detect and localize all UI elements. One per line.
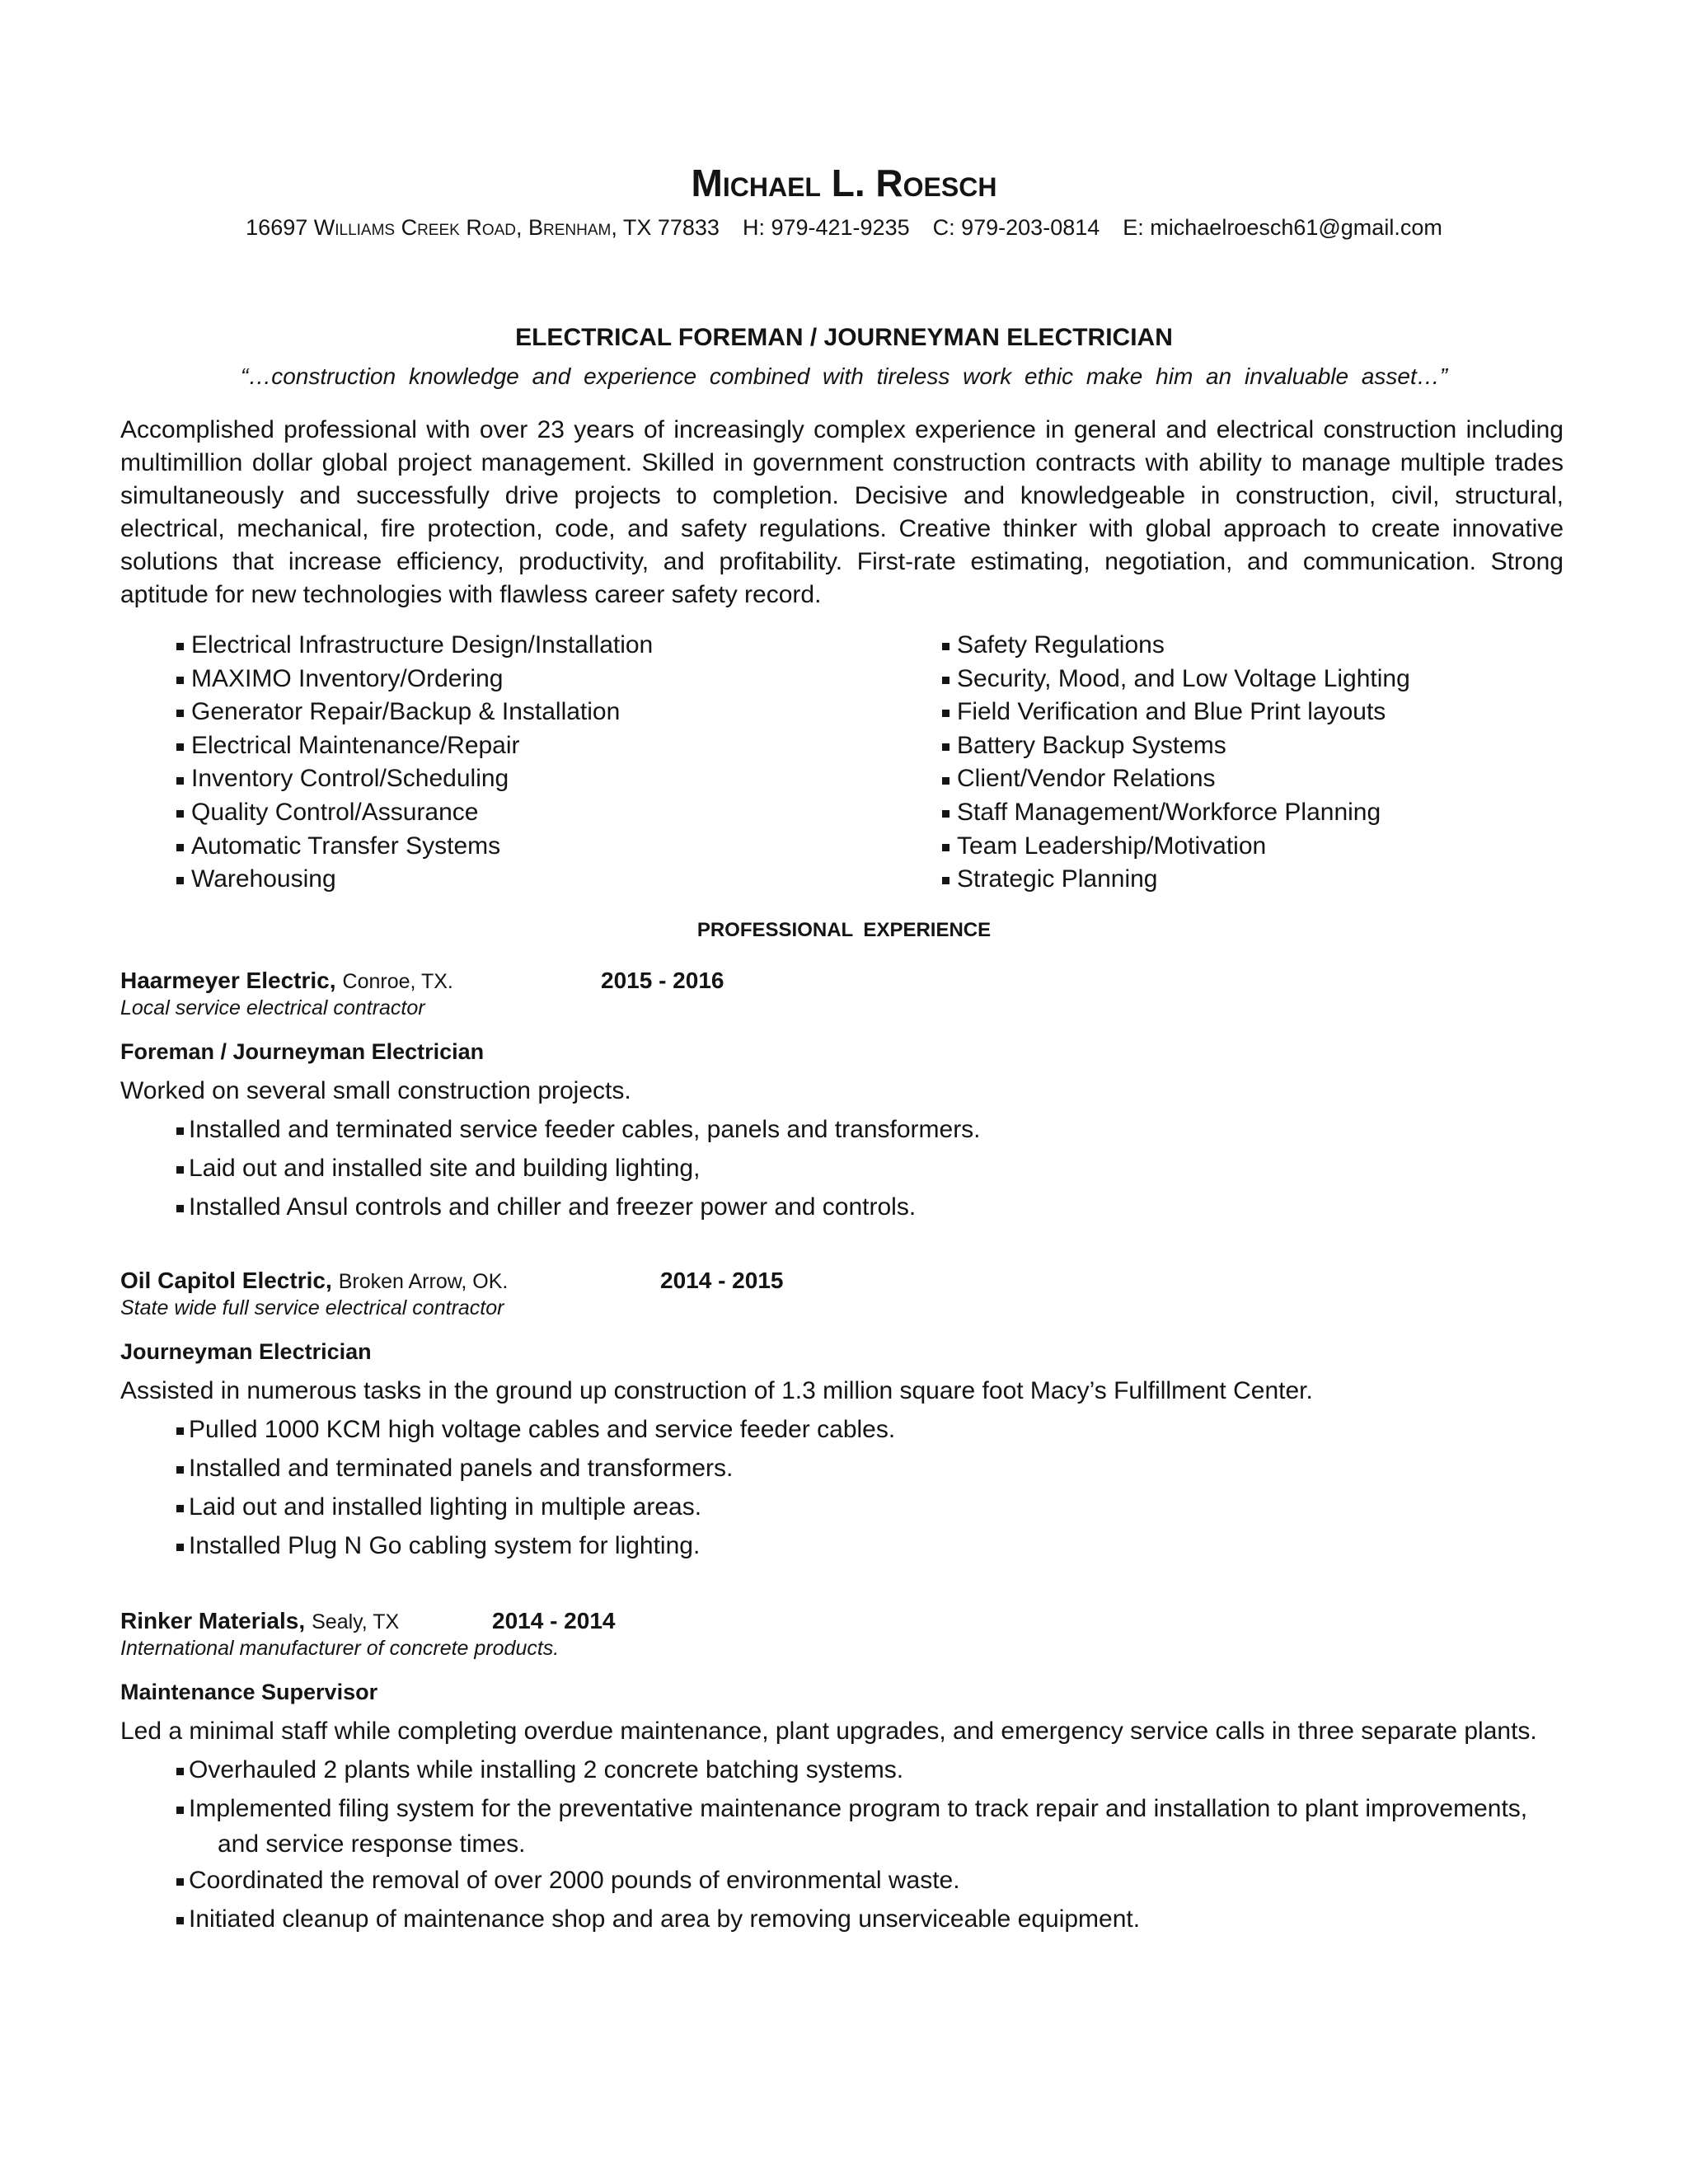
job-location: Conroe, TX.	[342, 970, 453, 993]
job-role: Journeyman Electrician	[120, 1339, 372, 1364]
job-summary: Led a minimal staff while completing overdue maintenance, plant upgrades, and emergency service calls in three separate plants.	[120, 1718, 1537, 1745]
job-bullet: Installed Ansul controls and chiller and freezer power and controls.	[120, 1188, 1564, 1226]
skill-item: Team Leadership/Motivation	[886, 830, 1410, 864]
company-description: Local service electrical contractor	[120, 996, 425, 1019]
company-description: State wide full service electrical contractor	[120, 1296, 504, 1319]
job-bullet: Implemented filing system for the preventative maintenance program to track repair and installation to plant improvements,	[120, 1789, 1564, 1828]
skills-list-left	[120, 629, 653, 897]
job-bullet: Installed and terminated service feeder cables, panels and transformers.	[120, 1110, 1564, 1149]
job-entry	[120, 1605, 1564, 1938]
job-bullet-list	[120, 1110, 1564, 1226]
skill-item: Strategic Planning	[886, 863, 1410, 897]
job-summary: Assisted in numerous tasks in the ground up construction of 1.3 million square foot Macy’s Fulfillment Center.	[120, 1377, 1313, 1404]
summary-line: aptitude for new technologies with flawless career safety record.	[120, 581, 822, 608]
skill-item: Staff Management/Workforce Planning	[886, 796, 1410, 830]
job-dates: 2015 - 2016	[601, 968, 724, 993]
summary-line: multimillion dollar global project management. Skilled in government construction contracts with ability to manage multiple trades	[120, 449, 1564, 476]
job-entry	[120, 964, 1564, 1226]
skill-item: Security, Mood, and Low Voltage Lighting	[886, 663, 1410, 696]
tagline-quote: “…construction knowledge and experience combined with tireless work ethic make him an invaluable asset…”	[240, 363, 1448, 389]
job-bullet: Initiated cleanup of maintenance shop and area by removing unserviceable equipment.	[120, 1900, 1564, 1938]
summary-line: solutions that increase efficiency, productivity, and profitability. First-rate estimating, negotiation, and communication. Strong	[120, 548, 1564, 575]
skill-item: Quality Control/Assurance	[120, 796, 653, 830]
job-header	[120, 1605, 1564, 1638]
skills-list-right	[886, 629, 1410, 897]
home-phone: H: 979-421-9235	[742, 215, 910, 240]
job-bullet: Installed and terminated panels and transformers.	[120, 1449, 1564, 1488]
job-role: Foreman / Journeyman Electrician	[120, 1039, 485, 1064]
job-role: Maintenance Supervisor	[120, 1680, 378, 1704]
job-title-headline: ELECTRICAL FOREMAN / JOURNEYMAN ELECTRICIAN	[515, 324, 1173, 351]
job-dates: 2014 - 2015	[660, 1268, 784, 1293]
mailing-address: 16697 Williams Creek Road, Brenham, TX 77833	[246, 215, 720, 240]
job-bullet: Laid out and installed site and building lighting,	[120, 1149, 1564, 1188]
skill-item: Electrical Maintenance/Repair	[120, 729, 653, 763]
job-location: Broken Arrow, OK.	[338, 1270, 509, 1293]
candidate-name: Michael L. Roesch	[691, 162, 997, 204]
cell-phone: C: 979-203-0814	[932, 215, 1100, 240]
job-summary: Worked on several small construction projects.	[120, 1077, 631, 1104]
contact-line	[0, 213, 1688, 242]
section-heading-experience: PROFESSIONAL EXPERIENCE	[696, 919, 992, 941]
company-name: Rinker Materials,	[120, 1608, 306, 1633]
job-bullet: Installed Plug N Go cabling system for lighting.	[120, 1526, 1564, 1565]
skill-item: Client/Vendor Relations	[886, 762, 1410, 796]
skill-item: Battery Backup Systems	[886, 729, 1410, 763]
skill-item: Automatic Transfer Systems	[120, 830, 653, 864]
company-description: International manufacturer of concrete products.	[120, 1637, 560, 1660]
skill-item: Inventory Control/Scheduling	[120, 762, 653, 796]
skill-item: Warehousing	[120, 863, 653, 897]
job-header	[120, 964, 1564, 997]
job-bullet-continuation: and service response times.	[218, 1830, 526, 1858]
summary-line: simultaneously and successfully drive projects to completion. Decisive and knowledgeable in construction, civil, structural,	[120, 482, 1564, 509]
skill-item: Electrical Infrastructure Design/Installation	[120, 629, 653, 663]
summary-line: electrical, mechanical, fire protection, code, and safety regulations. Creative thinker with global approach to create innovative	[120, 515, 1564, 542]
skill-item: MAXIMO Inventory/Ordering	[120, 663, 653, 696]
job-bullet: Laid out and installed lighting in multiple areas.	[120, 1488, 1564, 1526]
summary-line: Accomplished professional with over 23 years of increasingly complex experience in general and electrical construction including	[120, 416, 1564, 443]
job-dates: 2014 - 2014	[492, 1608, 616, 1633]
job-bullet: Coordinated the removal of over 2000 pounds of environmental waste.	[120, 1861, 1564, 1900]
email-address: E: michaelroesch61@gmail.com	[1123, 215, 1442, 240]
job-entry	[120, 1264, 1564, 1565]
job-bullet: Overhauled 2 plants while installing 2 concrete batching systems.	[120, 1750, 1564, 1789]
professional-summary	[120, 414, 1564, 612]
job-bullet: Pulled 1000 KCM high voltage cables and service feeder cables.	[120, 1410, 1564, 1449]
company-name: Oil Capitol Electric,	[120, 1268, 332, 1293]
skill-item: Field Verification and Blue Print layouts	[886, 696, 1410, 729]
job-bullet-list	[120, 1750, 1564, 1938]
skill-item: Safety Regulations	[886, 629, 1410, 663]
job-location: Sealy, TX	[312, 1610, 400, 1633]
skill-item: Generator Repair/Backup & Installation	[120, 696, 653, 729]
job-header	[120, 1264, 1564, 1297]
company-name: Haarmeyer Electric,	[120, 968, 336, 993]
job-bullet-list	[120, 1410, 1564, 1565]
